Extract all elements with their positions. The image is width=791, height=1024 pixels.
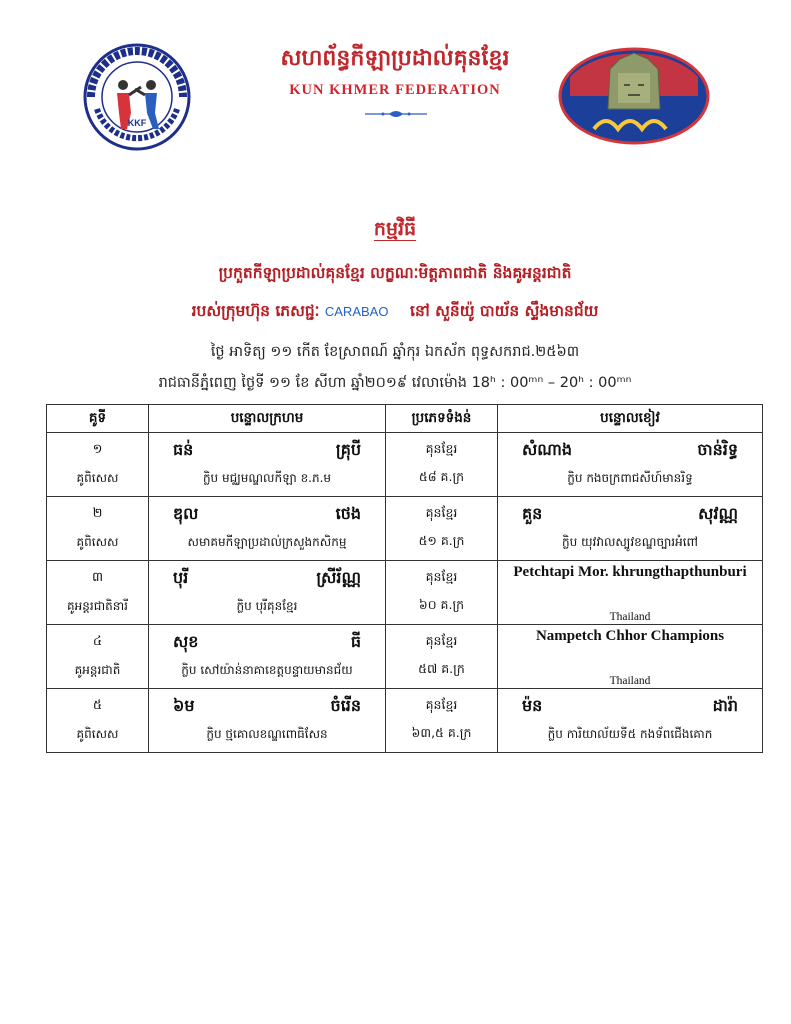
weight-discipline: គុនខ្មែរ [425, 569, 458, 584]
weight-value: ៥៧ គ.ក្រ [418, 661, 465, 676]
blue-fighter-country: Thailand [609, 675, 651, 687]
red-fighter-first: សុខ [173, 632, 199, 651]
event-sponsor-line [100, 301, 690, 324]
blue-fighter-first: គួន [522, 504, 543, 523]
header-blue-corner: បន្ទោលខៀវ [498, 405, 763, 433]
red-fighter-name [173, 695, 361, 719]
red-fighter-club: ក្លិប បុរីគុនខ្មែរ [236, 599, 298, 613]
lunar-date: ថ្ងៃ អាទិត្យ ១១ កើត ខែស្រាពណ៍ ឆ្នាំកុរ ឯកស័ក ពុទ្ធសករាជ.២៥៦៣ [210, 344, 580, 360]
bout-number: ១ [92, 442, 103, 457]
bouts-table [46, 404, 763, 753]
blue-fighter-country: Thailand [609, 611, 651, 623]
federation-name-khmer: សហព័ន្ធកីឡាប្រដាល់គុនខ្មែរ [280, 46, 510, 71]
sponsor-prefix: របស់ក្រុមហ៊ុន ភេសជ្ជៈ [191, 302, 320, 320]
red-fighter-club: ក្លិប ថ្មគោលខណ្ឌពោធិសែន [206, 727, 328, 741]
bout-number: ២ [92, 506, 103, 521]
red-fighter-last: ចំរើន [330, 696, 361, 715]
table-row [47, 625, 763, 689]
event-description: ប្រកួតកីឡាប្រដាល់គុនខ្មែរ លក្ខណៈមិត្តភាពជាតិ និងគូអន្តរជាតិ [218, 264, 572, 282]
blue-fighter-club: ក្លិប ការិយាល័យទី៥ កងទ័ពជើងគោក [547, 727, 713, 741]
blue-fighter-last: ដារ៉ា [712, 696, 738, 715]
red-fighter-name [173, 567, 361, 591]
red-fighter-club: ក្លិប មជ្ឈមណ្ឌលកីឡា ខ.ភ.ម [202, 471, 332, 485]
bout-type: គូពិសេស [76, 727, 119, 741]
bout-number: ៥ [92, 698, 103, 713]
bout-type: គូអន្តរជាតិ [74, 663, 121, 677]
header-red-corner: បន្ទោលក្រហម [149, 405, 386, 433]
table-header-row [47, 405, 763, 433]
kkf-logo [83, 43, 191, 151]
blue-fighter-name [522, 503, 738, 527]
kkf-logo-text: KKF [127, 118, 147, 128]
red-fighter-last: ថេង [335, 504, 361, 523]
blue-fighter-first: ម៉ន [522, 696, 543, 715]
bout-type: គូពិសេស [76, 535, 119, 549]
bout-number: ៤ [92, 634, 103, 649]
weight-discipline: គុនខ្មែរ [425, 633, 458, 648]
weight-value: ៥១ គ.ក្រ [418, 533, 465, 548]
bout-type: គូពិសេស [76, 471, 119, 485]
weight-discipline: គុនខ្មែរ [425, 505, 458, 520]
red-fighter-last: គ្រុបី [335, 440, 361, 459]
header-weight-class: ប្រភេទទំងន់ [386, 405, 498, 433]
table-row [47, 561, 763, 625]
red-fighter-name [173, 631, 361, 655]
weight-value: ៦៣,៥ គ.ក្រ [411, 725, 472, 740]
blue-fighter-club: ក្លិប កងចក្រពាជសីហ៍មានរិទ្ធ [567, 471, 693, 485]
red-fighter-club: សមាគមកីឡាប្រដាល់ក្រសួងកសិកម្ម [187, 535, 347, 549]
red-fighter-first: ឌុល [173, 504, 199, 523]
bayon-logo [558, 47, 710, 145]
blue-fighter-last: ចាន់រិទ្ធ [697, 440, 738, 459]
red-fighter-first: បុរី [173, 568, 189, 587]
red-fighter-first: ៦ម [173, 696, 195, 715]
blue-fighter-name: Petchtapi Mor. khrungthapthunburi [513, 564, 747, 580]
header-bout-number: គូទី [47, 405, 149, 433]
weight-discipline: គុនខ្មែរ [425, 697, 458, 712]
divider-ornament [363, 109, 429, 119]
sponsor-brand: CARABAO [324, 304, 389, 319]
blue-fighter-club: ក្លិប យុវវាលស្បូវខណ្ឌច្បារអំពៅ [562, 535, 698, 549]
red-fighter-club: ក្លិប សៅយ៉ាន់នាគាខេត្តបន្ទាយមានជ័យ [181, 663, 353, 677]
red-fighter-first: ធន់ [173, 440, 194, 459]
bout-number: ៣ [91, 570, 104, 585]
venue: នៅ សួនីយ៉ូ បាយ័ន ស្ទឹងមានជ័យ [410, 302, 599, 320]
weight-value: ៥៨ គ.ក្រ [418, 469, 465, 484]
table-row [47, 433, 763, 497]
weight-discipline: គុនខ្មែរ [425, 441, 458, 456]
table-row [47, 689, 763, 753]
red-fighter-last: ស្រីរ័ណ្ណ [316, 568, 361, 587]
red-fighter-name [173, 439, 361, 463]
blue-fighter-name: Nampetch Chhor Champions [535, 628, 725, 644]
event-date-time: រាជធានីភ្នំពេញ ថ្ងៃទី ១១ ខែ សីហា ឆ្នាំ២០១៩ វេលាម៉ោង 18ʰ : 00ᵐⁿ – 20ʰ : 00ᵐⁿ [158, 375, 632, 391]
weight-value: ៦០ គ.ក្រ [418, 597, 465, 612]
blue-fighter-name [522, 695, 738, 719]
blue-fighter-last: សុវណ្ណ [698, 504, 738, 523]
blue-fighter-name [522, 439, 738, 463]
program-title: កម្មវិធី [373, 218, 417, 240]
table-row [47, 497, 763, 561]
blue-fighter-first: សំណាង [522, 440, 572, 459]
federation-name-english: KUN KHMER FEDERATION [289, 82, 501, 98]
bout-type: គូអន្តរជាតិនារី [67, 599, 128, 613]
red-fighter-name [173, 503, 361, 527]
red-fighter-last: ធី [350, 632, 361, 651]
